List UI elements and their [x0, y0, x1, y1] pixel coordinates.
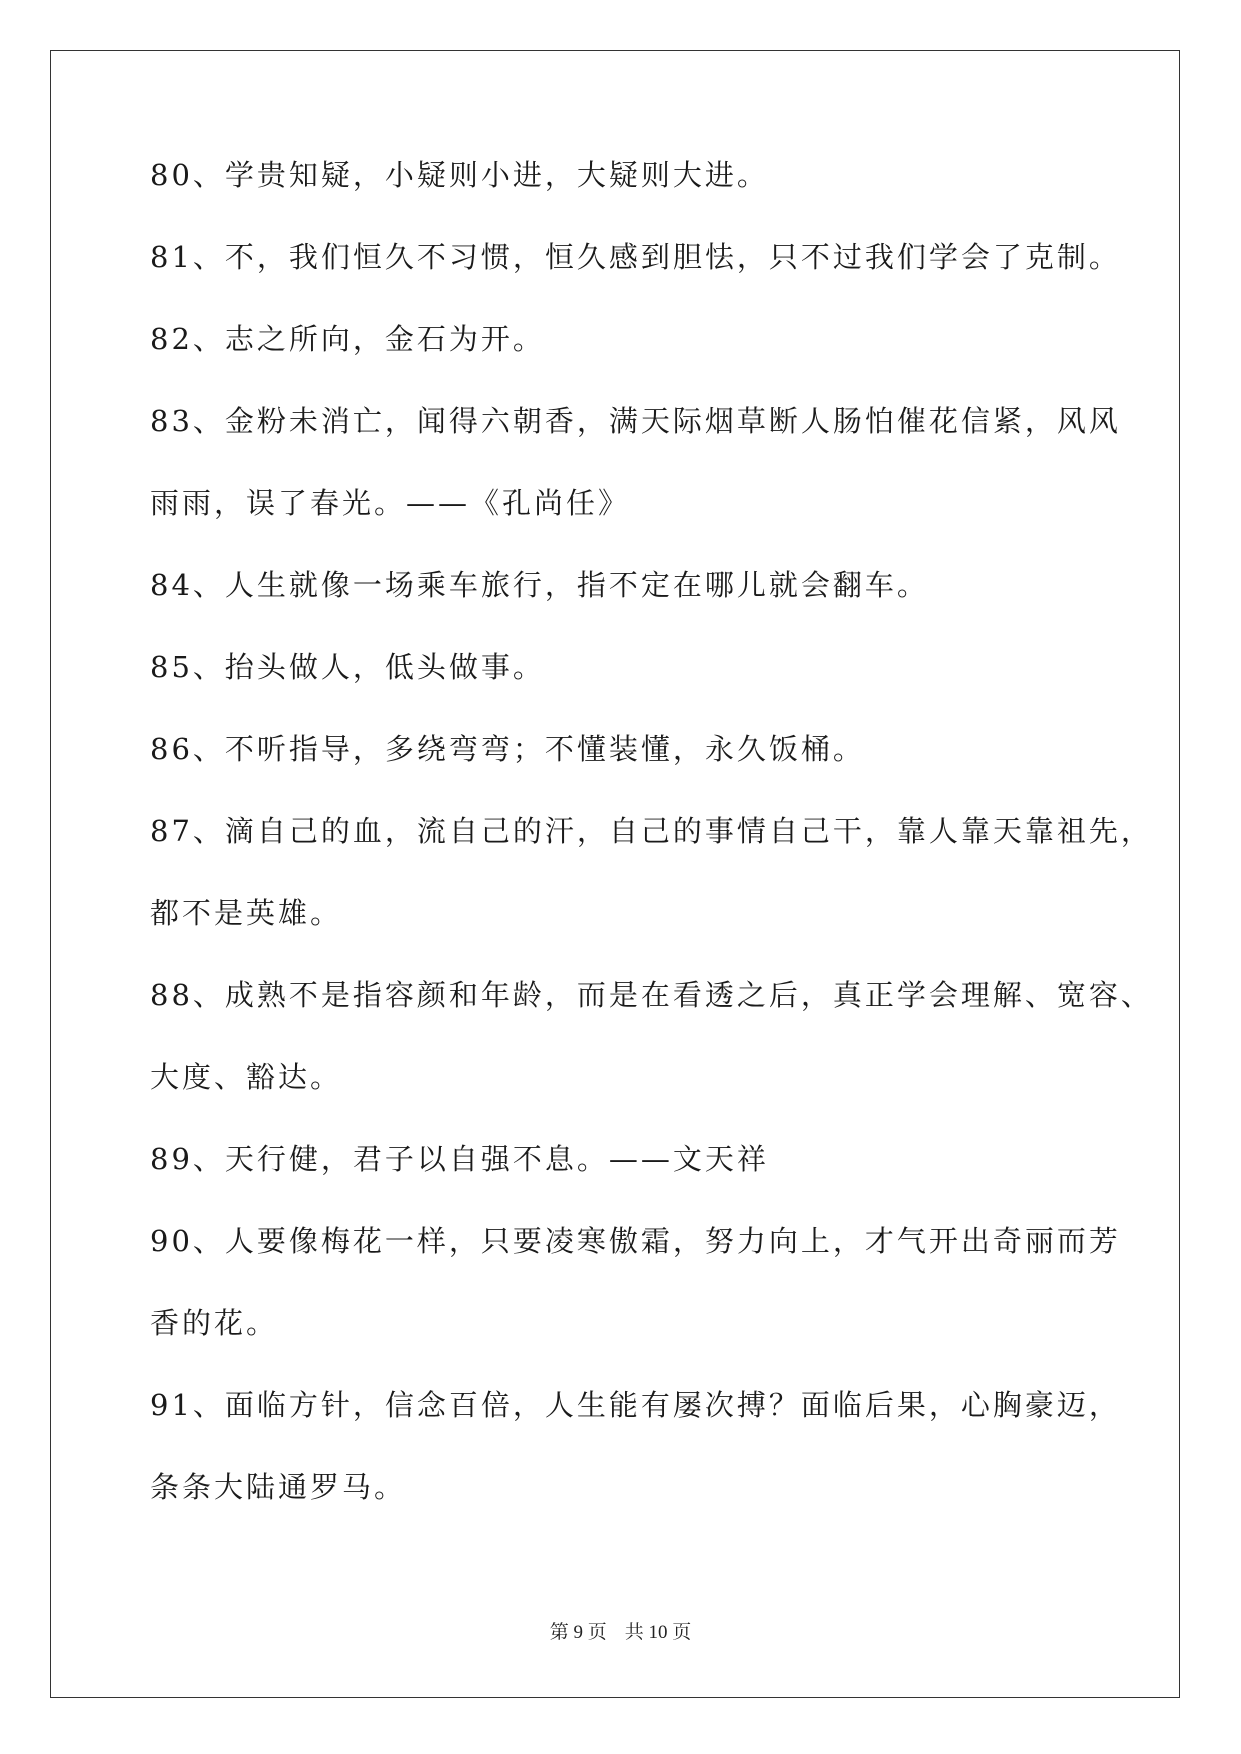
page-total: 共 10 页 [624, 1622, 692, 1643]
text-line: 83、金粉未消亡，闻得六朝香，满天际烟草断人肠怕催花信紧，风风 [150, 404, 1121, 438]
text-line: 81、不，我们恒久不习惯，恒久感到胆怯，只不过我们学会了克制。 [150, 240, 1121, 274]
text-line: 条条大陆通罗马。 [150, 1470, 407, 1504]
text-line: 香的花。 [150, 1306, 279, 1340]
text-line: 89、天行健，君子以自强不息。——文天祥 [150, 1142, 769, 1176]
text-line: 大度、豁达。 [150, 1060, 343, 1094]
text-line: 雨雨，误了春光。——《孔尚任》 [150, 486, 631, 520]
text-line: 91、面临方针，信念百倍，人生能有屡次搏？面临后果，心胸豪迈， [150, 1388, 1121, 1422]
text-line: 90、人要像梅花一样，只要凌寒傲霜，努力向上，才气开出奇丽而芳 [150, 1224, 1121, 1258]
text-line: 84、人生就像一场乘车旅行，指不定在哪儿就会翻车。 [150, 568, 929, 602]
text-line: 80、学贵知疑，小疑则小进，大疑则大进。 [150, 158, 769, 192]
text-line: 都不是英雄。 [150, 896, 343, 930]
text-line: 86、不听指导，多绕弯弯；不懂装懂，永久饭桶。 [150, 732, 865, 766]
page-footer [0, 1617, 1241, 1644]
text-line: 88、成熟不是指容颜和年龄，而是在看透之后，真正学会理解、宽容、 [150, 978, 1153, 1012]
text-line: 85、抬头做人，低头做事。 [150, 650, 545, 684]
page-number: 第 9 页 [549, 1622, 607, 1643]
text-line: 82、志之所向，金石为开。 [150, 322, 545, 356]
text-line: 87、滴自己的血，流自己的汗，自己的事情自己干，靠人靠天靠祖先， [150, 814, 1153, 848]
document-body [150, 158, 1153, 1554]
